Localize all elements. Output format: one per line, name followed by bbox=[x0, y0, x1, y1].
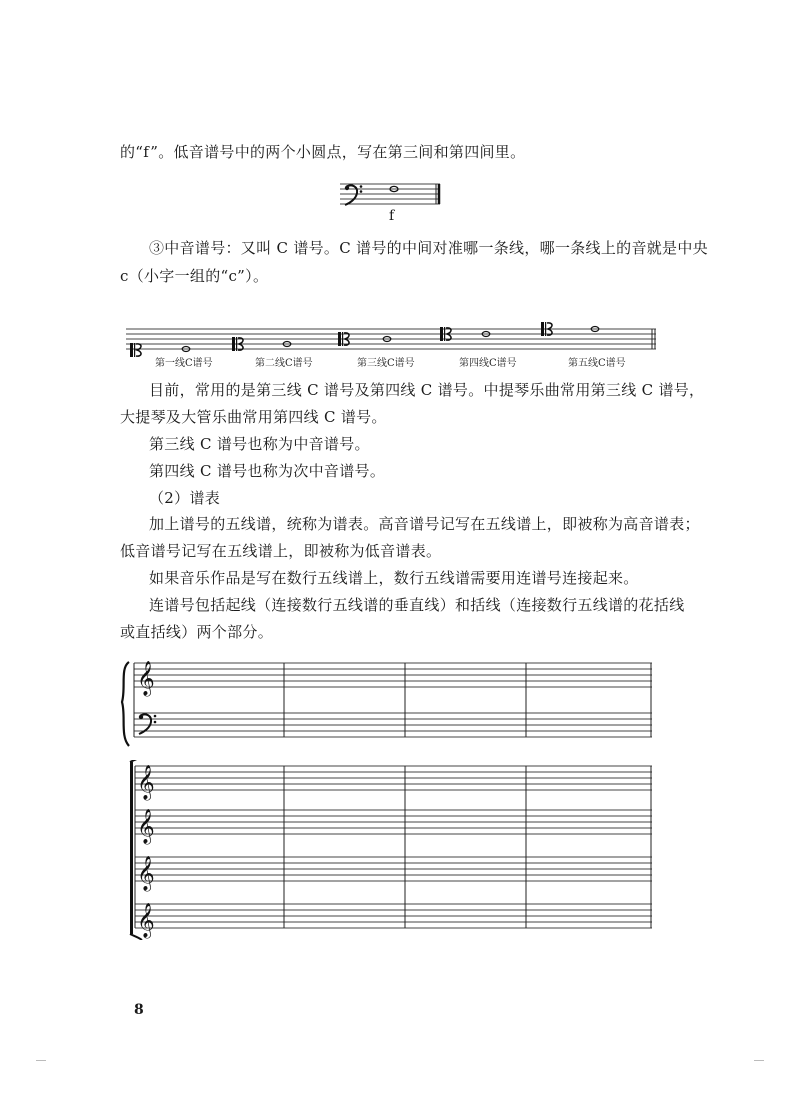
paragraph-line: 如果音乐作品是写在数行五线谱上，数行五线谱需要用连谱号连接起来。 bbox=[149, 569, 639, 587]
brace-icon bbox=[122, 662, 129, 746]
paragraph-line: 或直括线）两个部分。 bbox=[120, 623, 274, 641]
bracketed-staves bbox=[122, 760, 662, 940]
paragraph-line: 第四线 C 谱号也称为次中音谱号。 bbox=[149, 462, 386, 480]
crop-mark bbox=[36, 1060, 46, 1061]
page-number: 8 bbox=[134, 1002, 144, 1018]
c-clef-label: 第三线C谱号 bbox=[357, 358, 415, 369]
paragraph-line: ③中音谱号：又叫 C 谱号。C 谱号的中间对准哪一条线，哪一条线上的音就是中央 bbox=[149, 239, 708, 257]
paragraph-line: 连谱号包括起线（连接数行五线谱的垂直线）和括线（连接数行五线谱的花括线 bbox=[149, 596, 685, 614]
crop-mark bbox=[754, 1060, 764, 1061]
c-clef-label: 第四线C谱号 bbox=[459, 358, 517, 369]
c-clef-icon bbox=[130, 343, 141, 357]
bass-clef-icon bbox=[345, 185, 363, 205]
grand-staff-brace bbox=[118, 660, 658, 748]
c-clef-label: 第五线C谱号 bbox=[568, 358, 626, 369]
paragraph-line: c（小字一组的“c”）。 bbox=[120, 267, 269, 285]
paragraph-line: 的“f”。低音谱号中的两个小圆点，写在第三间和第四间里。 bbox=[120, 143, 526, 161]
paragraph-line: 加上谱号的五线谱，统称为谱表。高音谱号记写在五线谱上，即被称为高音谱表； bbox=[149, 515, 700, 533]
c-clef-label: 第一线C谱号 bbox=[155, 358, 213, 369]
treble-clef-icon: 𝄞 bbox=[137, 903, 155, 938]
treble-clef-icon: 𝄞 bbox=[137, 809, 155, 844]
paragraph-line: 目前，常用的是第三线 C 谱号及第四线 C 谱号。中提琴乐曲常用第三线 C 谱号， bbox=[149, 381, 705, 399]
c-clefs-staff bbox=[126, 312, 666, 362]
paragraph-line: 第三线 C 谱号也称为中音谱号。 bbox=[149, 435, 370, 453]
note-label-f: f bbox=[389, 208, 395, 224]
c-clef-label: 第二线C谱号 bbox=[255, 358, 313, 369]
paragraph-line: 低音谱号记写在五线谱上，即被称为低音谱表。 bbox=[120, 542, 442, 560]
treble-clef-icon: 𝄞 bbox=[137, 765, 155, 800]
treble-clef-icon: 𝄞 bbox=[137, 856, 155, 891]
section-heading: （2）谱表 bbox=[149, 489, 221, 507]
treble-clef-icon: 𝄞 bbox=[137, 661, 155, 696]
paragraph-line: 大提琴及大管乐曲常用第四线 C 谱号。 bbox=[120, 408, 387, 426]
